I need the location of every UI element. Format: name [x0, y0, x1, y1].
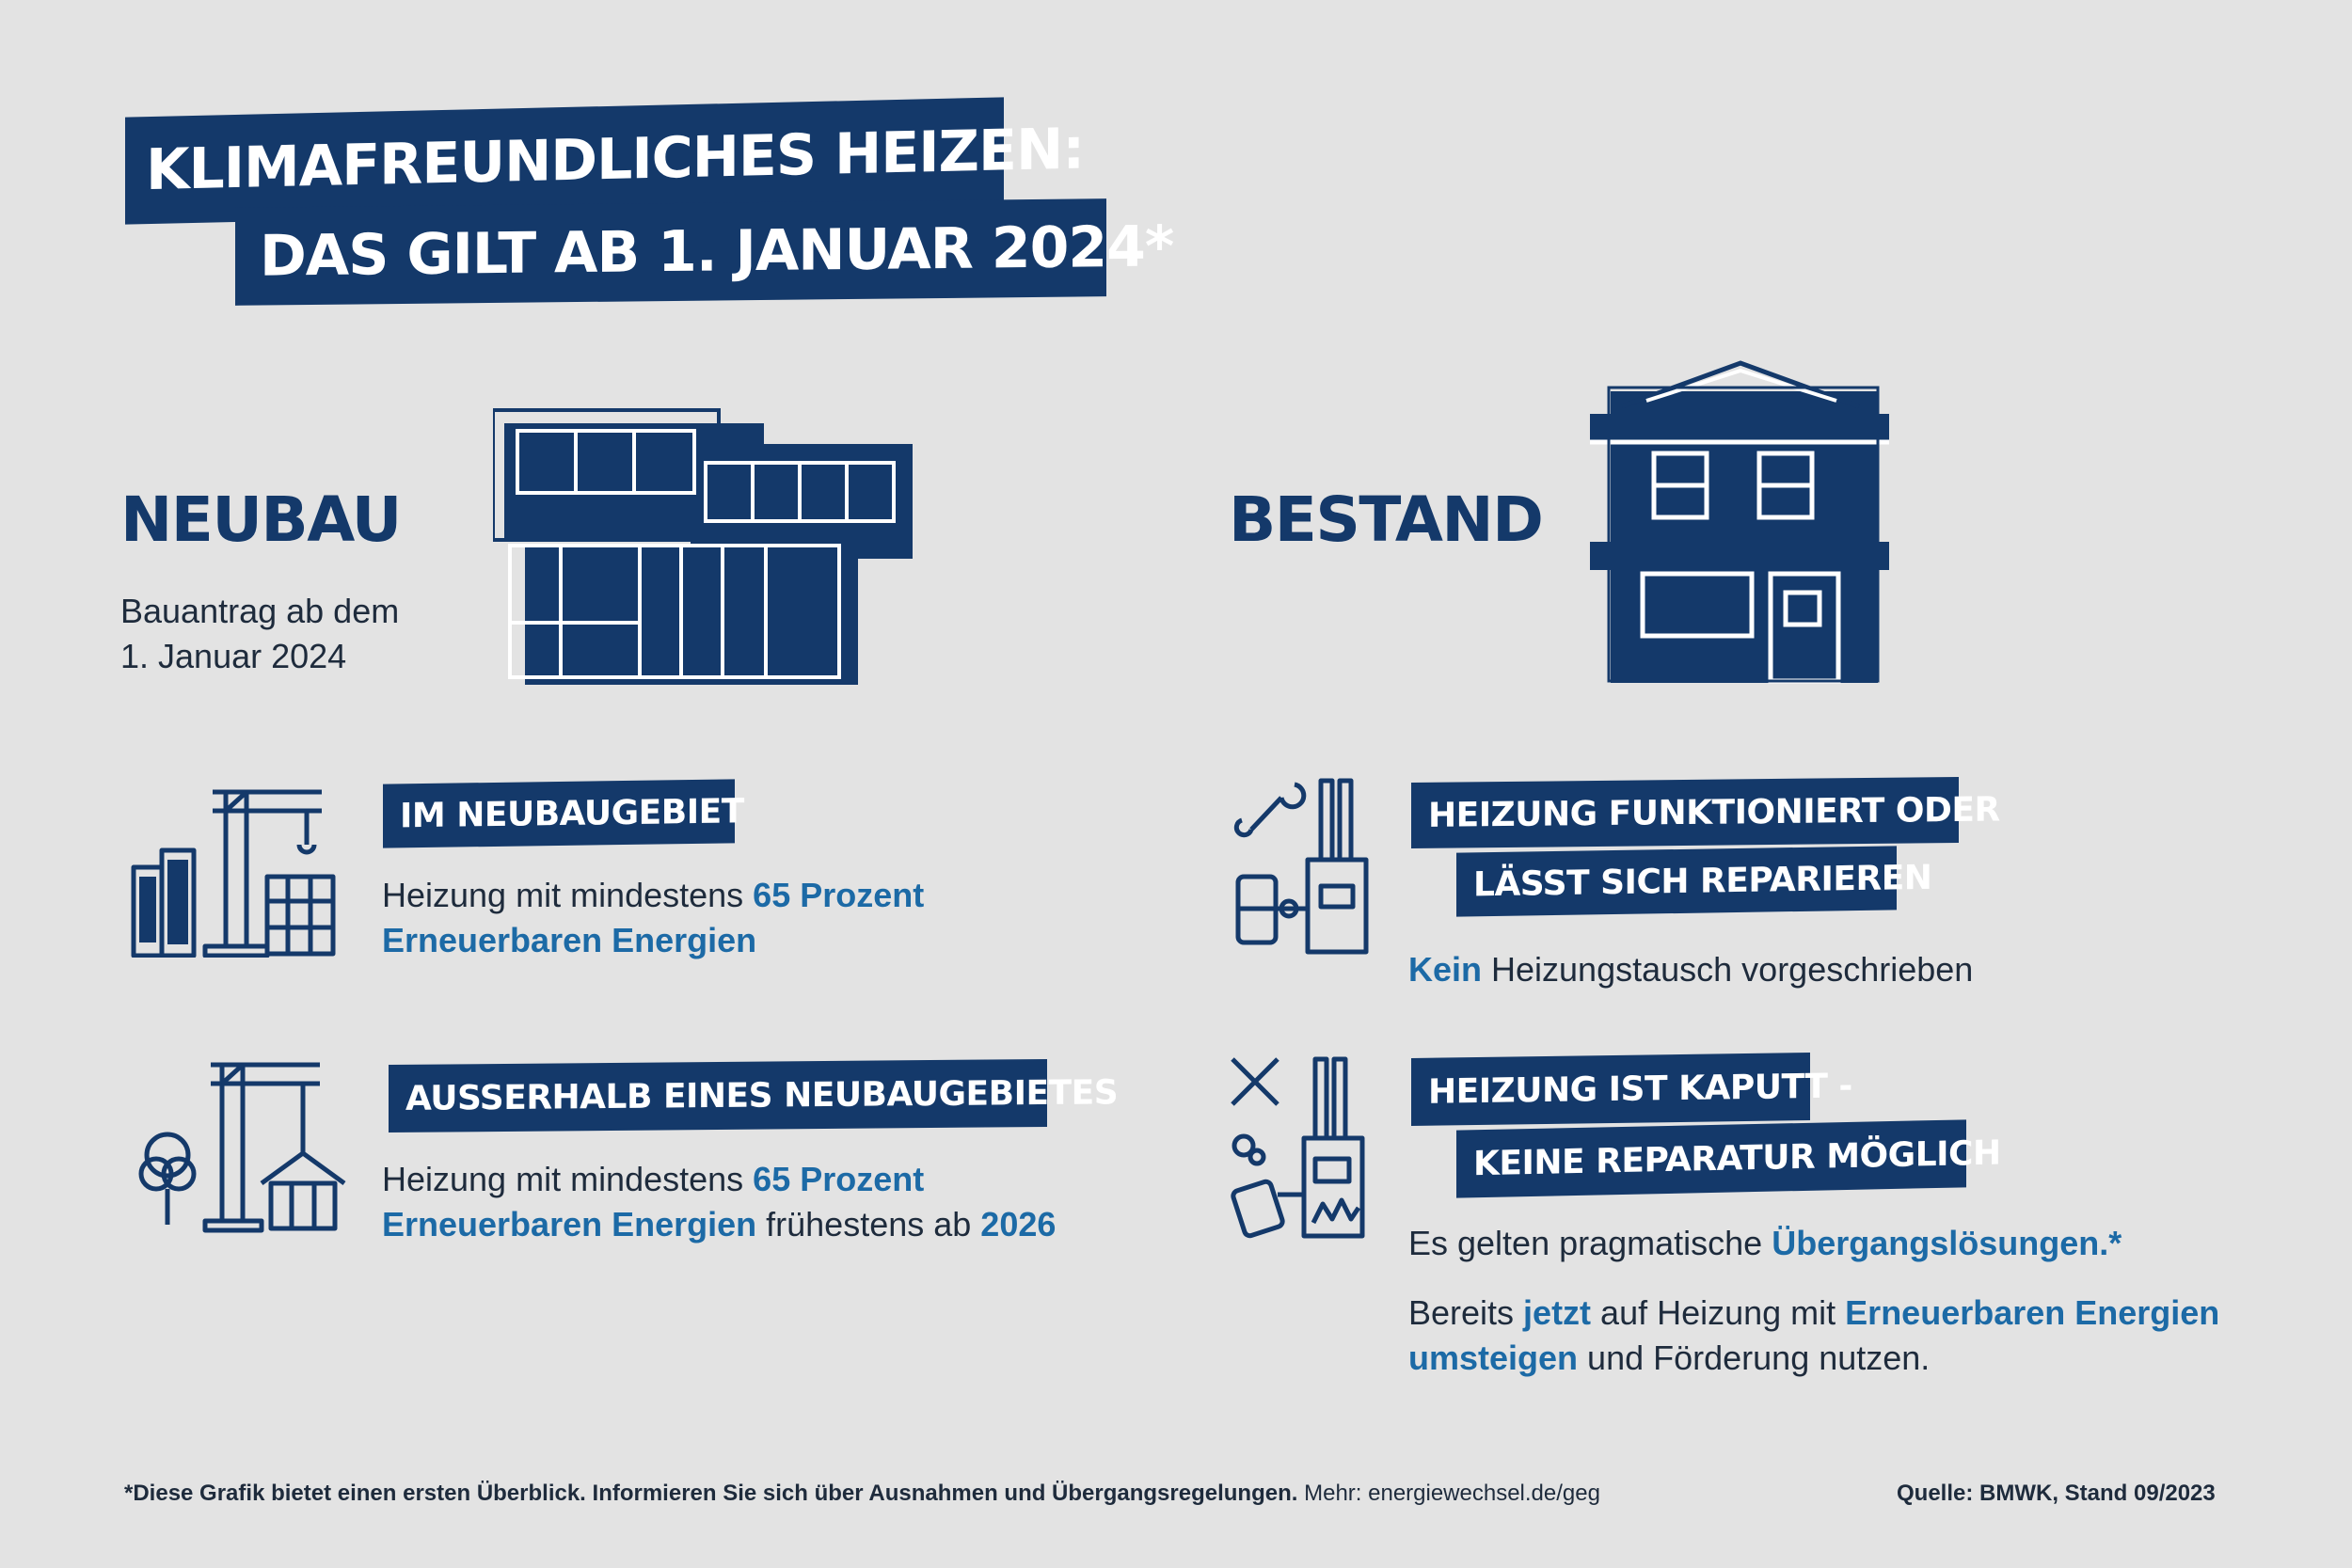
p1-a: Es gelten pragmatische — [1408, 1224, 1772, 1262]
item1-text-b: 65 Prozent — [753, 876, 925, 914]
source-note: Quelle: BMWK, Stand 09/2023 — [1897, 1481, 2216, 1506]
item2-text-a: Heizung mit mindestens — [382, 1160, 754, 1198]
p2-d: Erneuerbaren Energien — [1845, 1293, 2220, 1332]
bestand-item1-text — [1408, 947, 1973, 992]
existing-house-icon — [1590, 359, 1891, 687]
item2-text-e: 2026 — [980, 1205, 1057, 1243]
heizung-kaputt-label: HEIZUNG IST KAPUTT - — [1411, 1053, 1810, 1126]
footnote-more-link: Mehr: energiewechsel.de/geg — [1297, 1481, 1600, 1506]
p2-e: umsteigen — [1408, 1338, 1579, 1377]
modern-building-icon — [493, 404, 914, 687]
item1-text-a: Heizung mit mindestens — [382, 876, 754, 914]
p2-b: jetzt — [1523, 1293, 1592, 1332]
uebergangsloesungen-text: Übergangslösungen.* — [1772, 1224, 2122, 1262]
kein-text: Kein — [1408, 950, 1483, 989]
p2-f: und Förderung nutzen. — [1578, 1338, 1931, 1377]
heater-wrench-icon — [1232, 777, 1374, 956]
item1-text-c: Erneuerbaren Energien — [382, 921, 757, 959]
neubau-subtitle — [120, 589, 399, 679]
neubau-item2-text — [382, 1157, 1056, 1247]
heizungstausch-text: Heizungstausch vorgeschrieben — [1482, 950, 1974, 989]
ausserhalb-neubaugebiet-label: AUSSERHALB EINES NEUBAUGEBIETES — [389, 1059, 1047, 1132]
p2-c: auf Heizung mit — [1591, 1293, 1846, 1332]
title-line-1: KLIMAFREUNDLICHES HEIZEN: — [125, 97, 1004, 224]
neubau-subtitle-line1: Bauantrag ab dem — [120, 592, 400, 630]
item2-text-c: Erneuerbaren Energien — [382, 1205, 757, 1243]
crane-house-icon — [132, 1052, 352, 1236]
neubau-item1-text — [382, 873, 924, 963]
title-line-2: DAS GILT AB 1. JANUAR 2024* — [235, 198, 1106, 306]
bestand-heading: BESTAND — [1229, 483, 1543, 556]
footnote-bold: *Diese Grafik bietet einen ersten Überblick. Informieren Sie sich über Ausnahmen und Übergangsregelungen. — [124, 1481, 1298, 1506]
item2-text-d: frühestens ab — [756, 1205, 981, 1243]
p2-a: Bereits — [1408, 1293, 1524, 1332]
broken-heater-icon — [1229, 1053, 1372, 1242]
crane-city-icon — [128, 779, 341, 958]
item2-text-b: 65 Prozent — [753, 1160, 925, 1198]
footnote — [124, 1481, 1600, 1507]
bestand-item2-text2 — [1408, 1291, 2219, 1381]
neubau-heading: NEUBAU — [120, 483, 401, 556]
keine-reparatur-label: KEINE REPARATUR MÖGLICH — [1456, 1119, 1966, 1197]
bestand-item2-text1 — [1408, 1221, 2122, 1266]
neubau-subtitle-line2: 1. Januar 2024 — [120, 637, 347, 675]
im-neubaugebiet-label: IM NEUBAUGEBIET — [383, 779, 735, 847]
laesst-sich-reparieren-label: LÄSST SICH REPARIEREN — [1456, 846, 1897, 916]
heizung-funktioniert-label: HEIZUNG FUNKTIONIERT ODER — [1411, 777, 1959, 848]
